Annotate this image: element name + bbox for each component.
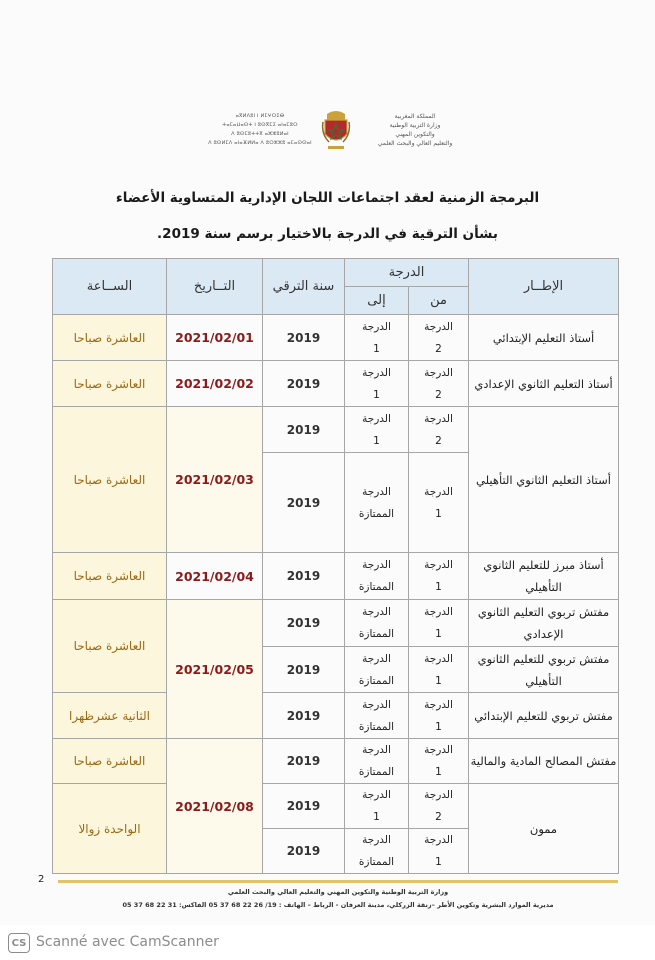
header-grade: الدرجة <box>345 259 469 287</box>
table-row <box>53 315 619 361</box>
arabic-header <box>365 112 465 148</box>
year-cell: 2019 <box>263 361 345 407</box>
grade-from-cell: الدرجة 1 <box>409 693 469 739</box>
year-cell: 2019 <box>263 829 345 874</box>
title-line-2: بشأن الترقية في الدرجة بالاختيار برسم سنة 2019. <box>157 226 498 242</box>
time-cell: العاشرة صباحا <box>53 600 167 693</box>
cadre-cell: أستاذ التعليم الثانوي الإعدادي <box>469 361 619 407</box>
grade-to-cell: الدرجة الممتازة <box>345 600 409 647</box>
table-row <box>53 784 619 829</box>
tifinagh-header <box>205 112 315 148</box>
grade-from-cell: الدرجة 1 <box>409 739 469 784</box>
header-to: إلى <box>345 287 409 315</box>
tifinagh-line: ⴰⴳⵍⴷⵓⵏ ⵏ ⵍⵎⵖⵔⵉⴱ <box>235 113 285 119</box>
document-title <box>40 180 615 252</box>
year-cell: 2019 <box>263 407 345 453</box>
grade-to-cell: الدرجة الممتازة <box>345 829 409 874</box>
table-row <box>53 600 619 647</box>
date-cell: 2021/02/01 <box>167 315 263 361</box>
footer-address <box>58 886 618 912</box>
grade-to-cell: الدرجة الممتازة <box>345 693 409 739</box>
camscanner-watermark <box>0 925 655 960</box>
cadre-cell: أستاذ مبرز للتعليم الثانوي التأهيلي <box>469 553 619 600</box>
year-cell: 2019 <box>263 600 345 647</box>
grade-to-cell: الدرجة الممتازة <box>345 739 409 784</box>
table-row <box>53 739 619 784</box>
year-cell: 2019 <box>263 739 345 784</box>
date-cell: 2021/02/08 <box>167 739 263 874</box>
grade-from-cell: الدرجة 2 <box>409 361 469 407</box>
time-cell: العاشرة صباحا <box>53 407 167 553</box>
grade-to-cell: الدرجة الممتازة <box>345 553 409 600</box>
table-row <box>53 693 619 739</box>
cadre-cell: أستاذ التعليم الإبتدائي <box>469 315 619 361</box>
grade-to-cell: الدرجة الممتازة <box>345 647 409 693</box>
cadre-cell: مفتش تربوي للتعليم الإبتدائي <box>469 693 619 739</box>
page-number: 2 <box>38 874 45 885</box>
year-cell: 2019 <box>263 553 345 600</box>
cadre-cell: مفتش تربوي للتعليم الثانوي التأهيلي <box>469 647 619 693</box>
cadre-cell: مفتش تربوي التعليم الثانوي الإعدادي <box>469 600 619 647</box>
time-cell: العاشرة صباحا <box>53 739 167 784</box>
tifinagh-line: ⴷ ⵓⵙⵍⵎⴷ ⴰⵏⴰⴼⵍⵍⴰ ⴷ ⵓⵔⵣⵣⵓ ⴰⵎⴰⵙⵙⴰⵏ <box>208 140 312 146</box>
date-cell: 2021/02/04 <box>167 553 263 600</box>
footer-divider <box>58 880 618 883</box>
grade-to-cell: الدرجة 1 <box>345 784 409 829</box>
grade-from-cell: الدرجة 2 <box>409 315 469 361</box>
arabic-line: وزارة التربية الوطنية <box>389 122 441 129</box>
grade-to-cell: الدرجة 1 <box>345 407 409 453</box>
date-cell: 2021/02/02 <box>167 361 263 407</box>
footer-line-2: مديرية الموارد البشرية وتكوين الأطر –زنقة الزركلي، مدينة العرفان - الرباط – الهاتف : 19/ 26 22 68 37 05 الفاكس: 31 22 68 37 05 <box>122 901 554 909</box>
tifinagh-line: ⴷ ⵓⵙⵎⵓⵜⵜⴳ ⴰⵣⵣⵓⵍⴰⵏ <box>231 131 289 137</box>
date-cell: 2021/02/03 <box>167 407 263 553</box>
year-cell: 2019 <box>263 784 345 829</box>
grade-to-cell: الدرجة الممتازة <box>345 453 409 553</box>
header-year: سنة الترقي <box>263 259 345 315</box>
arabic-line: المملكة المغربية <box>394 113 436 120</box>
ministry-header <box>205 108 465 160</box>
grade-to-cell: الدرجة 1 <box>345 361 409 407</box>
grade-from-cell: الدرجة 1 <box>409 553 469 600</box>
footer-line-1: وزارة التربية الوطنية والتكوين المهني والتعليم العالي والبحث العلمي <box>227 888 449 896</box>
arabic-line: والتكوين المهني <box>395 131 435 138</box>
grade-from-cell: الدرجة 1 <box>409 453 469 553</box>
grade-from-cell: الدرجة 2 <box>409 407 469 453</box>
table-row <box>53 553 619 600</box>
schedule-table <box>52 258 619 874</box>
grade-from-cell: الدرجة 1 <box>409 600 469 647</box>
tifinagh-line: ⵜⴰⵎⴰⵡⴰⵙⵜ ⵏ ⵓⵙⴳⵎⵉ ⴰⵏⴰⵎⵓⵔ <box>222 122 298 128</box>
cadre-cell: أستاذ التعليم الثانوي التأهيلي <box>469 407 619 553</box>
time-cell: الثانية عشرظهرا <box>53 693 167 739</box>
camscanner-text: Scanné avec CamScanner <box>36 934 219 950</box>
time-cell: الواحدة زوالا <box>53 784 167 874</box>
year-cell: 2019 <box>263 315 345 361</box>
coat-of-arms-emblem <box>321 108 351 152</box>
time-cell: العاشرة صباحا <box>53 553 167 600</box>
year-cell: 2019 <box>263 693 345 739</box>
cadre-cell: مفتش المصالح المادية والمالية <box>469 739 619 784</box>
grade-from-cell: الدرجة 2 <box>409 784 469 829</box>
time-cell: العاشرة صباحا <box>53 361 167 407</box>
grade-from-cell: الدرجة 1 <box>409 829 469 874</box>
arabic-line: والتعليم العالي والبحث العلمي <box>377 140 453 147</box>
table-row <box>53 407 619 453</box>
header-from: من <box>409 287 469 315</box>
year-cell: 2019 <box>263 647 345 693</box>
table-row <box>53 361 619 407</box>
header-time: الســاعة <box>53 259 167 315</box>
year-cell: 2019 <box>263 453 345 553</box>
date-cell: 2021/02/05 <box>167 600 263 739</box>
header-date: التــاريخ <box>167 259 263 315</box>
grade-to-cell: الدرجة 1 <box>345 315 409 361</box>
cadre-cell: ممون <box>469 784 619 874</box>
time-cell: العاشرة صباحا <box>53 315 167 361</box>
grade-from-cell: الدرجة 1 <box>409 647 469 693</box>
header-cadre: الإطــار <box>469 259 619 315</box>
title-line-1: البرمجة الزمنية لعقد اجتماعات اللجان الإدارية المتساوية الأعضاء <box>115 190 540 206</box>
camscanner-logo-icon: CS <box>8 933 30 953</box>
